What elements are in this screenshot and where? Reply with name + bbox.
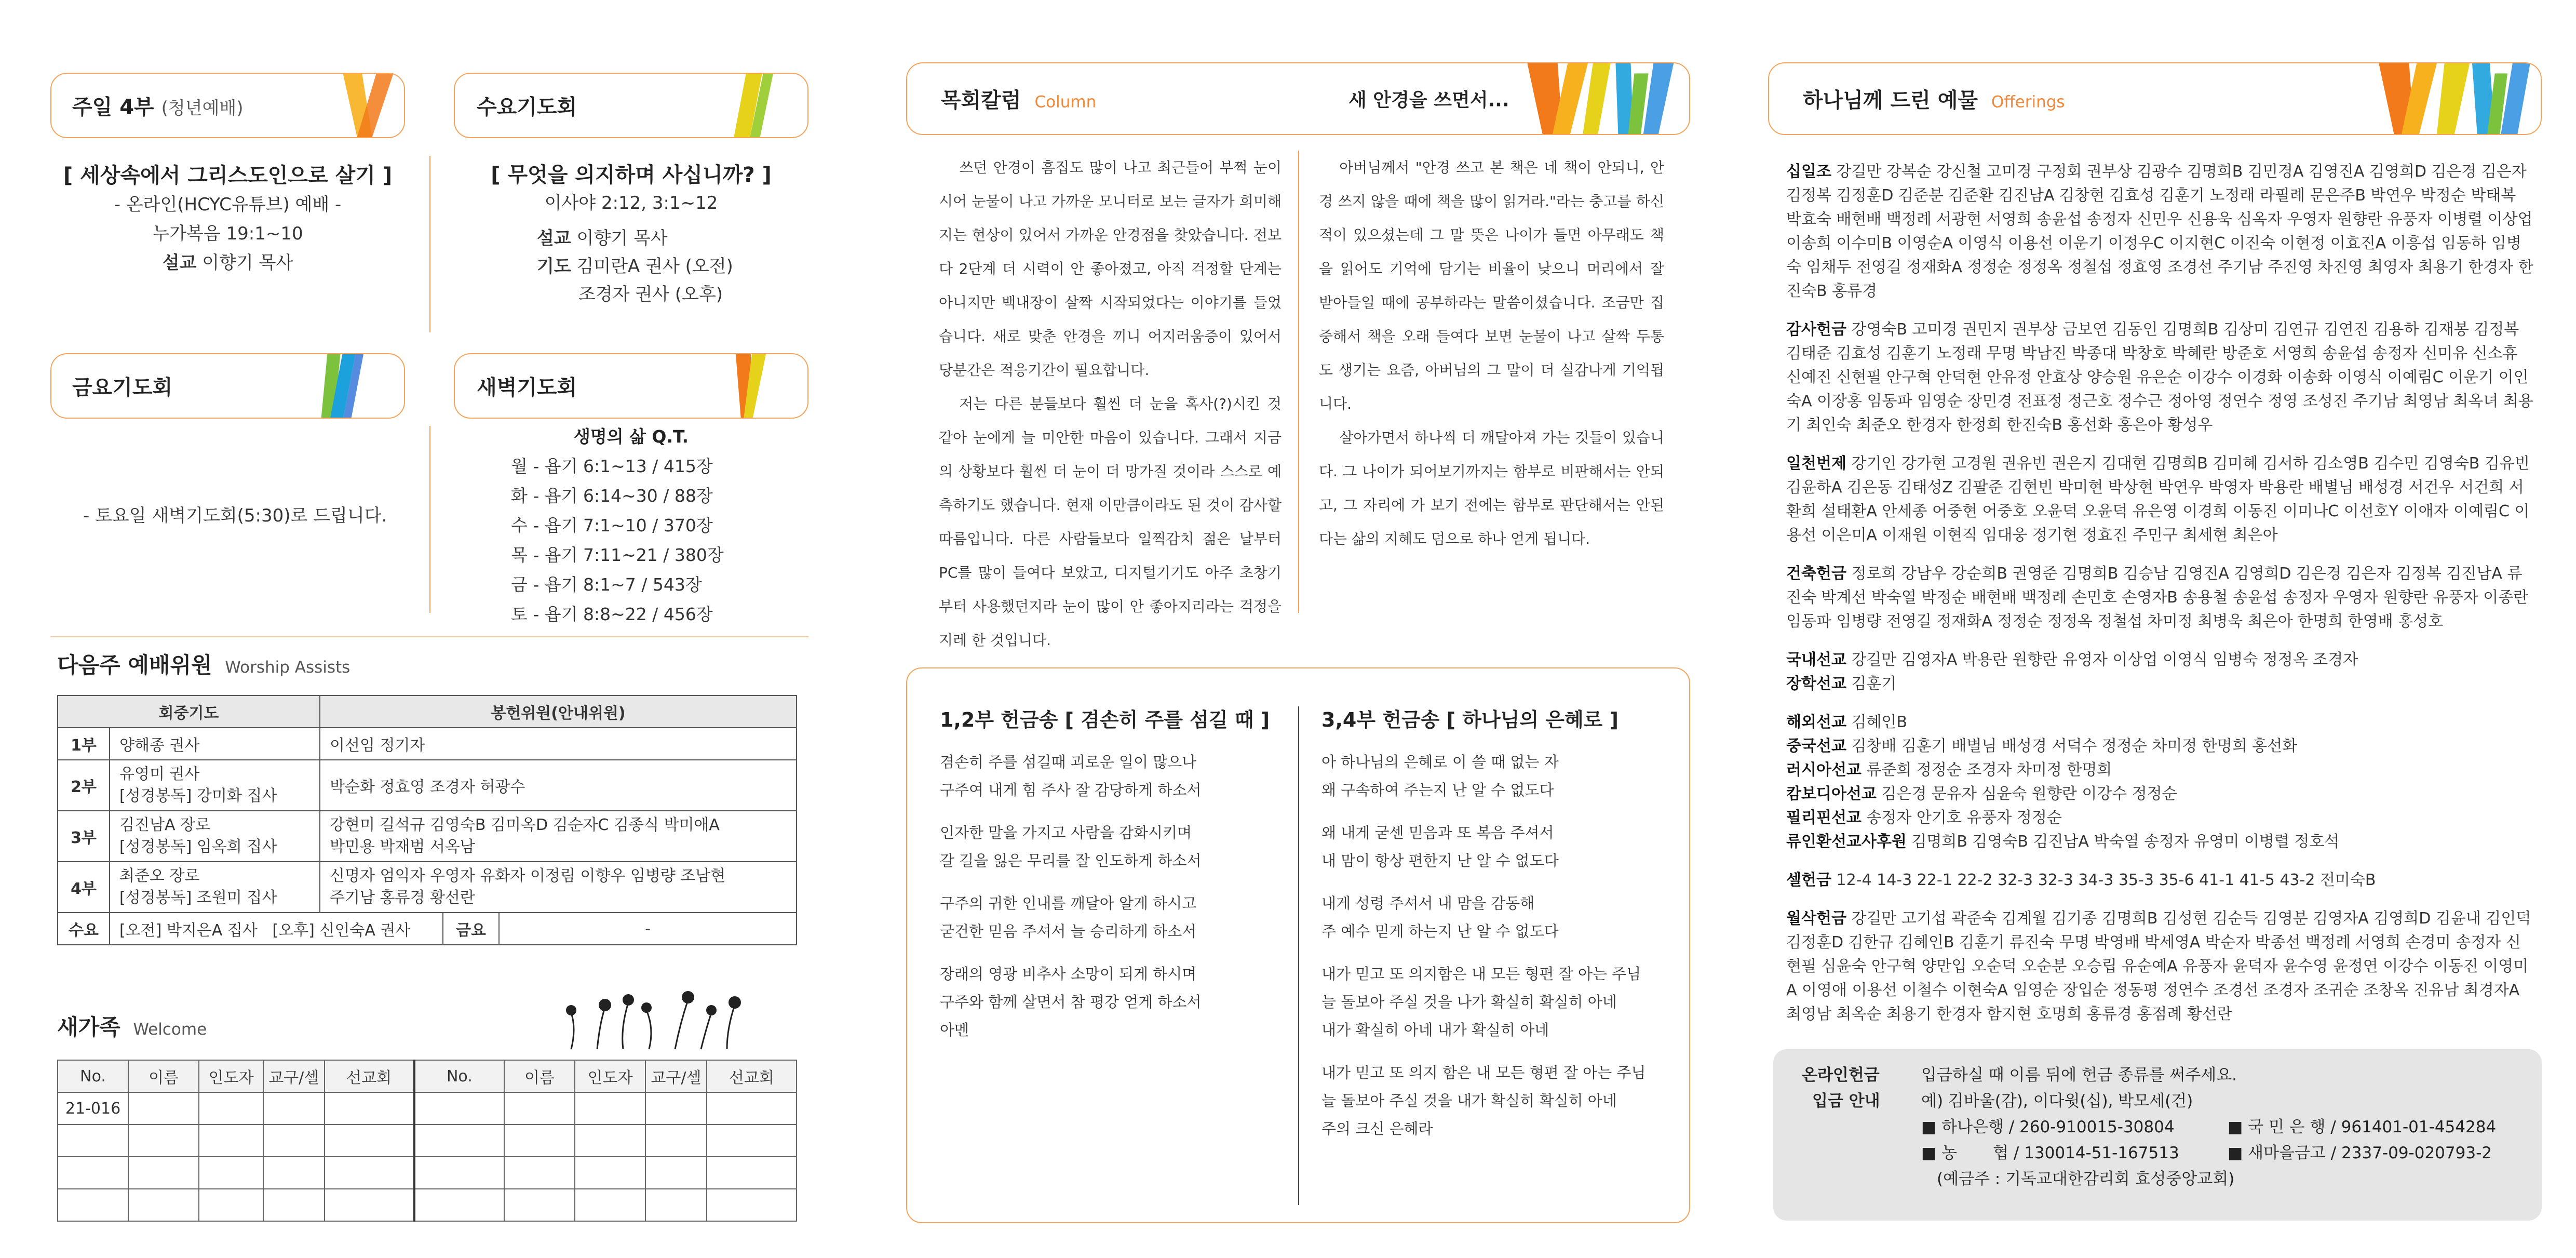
offering-group bbox=[1786, 562, 2534, 634]
offering-names: 강길만 김영자A 박용란 원향란 유영자 이상업 이영식 임병숙 정정옥 조경자 bbox=[1846, 651, 2358, 669]
sunday4-line: 누가복음 19:1~10 bbox=[152, 223, 303, 244]
wednesday-scripture: 이사야 2:12, 3:1~12 bbox=[544, 193, 718, 213]
assists-title-en: Worship Assists bbox=[225, 658, 350, 677]
dawn-day: 화 - 욥기 6:14~30 / 88장 bbox=[511, 486, 713, 506]
service-label: 4부 bbox=[58, 862, 110, 913]
hymn-lyric-line: 장래의 영광 비추사 소망이 되게 하시며 bbox=[940, 965, 1197, 983]
welcome-header: 인도자 bbox=[199, 1060, 263, 1092]
column-header bbox=[906, 62, 1690, 135]
offerings-title-en: Offerings bbox=[1991, 92, 2065, 112]
hymn-lyric-line: 갈 길을 잃은 무리를 잘 인도하게 하소서 bbox=[940, 852, 1202, 869]
sunday4-theme: [ 세상속에서 그리스도인으로 살기 ] bbox=[63, 164, 393, 188]
hymn-lyric-line: 내 맘이 항상 편한지 난 알 수 없도다 bbox=[1321, 852, 1559, 869]
offering-label: 중국선교 bbox=[1786, 737, 1846, 755]
hymn-right-lyrics bbox=[1321, 748, 1675, 1143]
offerings-title: 하나님께 드린 예물 Offerings bbox=[1803, 88, 2065, 113]
sunday4-line: - 온라인(HCYC유튜브) 예배 - bbox=[114, 194, 342, 215]
welcome-header: 교구/셀 bbox=[645, 1060, 707, 1092]
bank-account: ■ 하나은행 / 260-910015-30804 bbox=[1921, 1118, 2175, 1136]
account-holder: (예금주 : 기독교대한감리회 효성중앙교회) bbox=[1937, 1170, 2235, 1188]
assists-header-offering: 봉헌위원(안내위원) bbox=[320, 695, 797, 728]
deposit-label: 입금 안내 bbox=[1812, 1092, 1880, 1110]
hymn-lyric-line: 주의 크신 은혜라 bbox=[1321, 1120, 1433, 1137]
offering-group bbox=[1786, 711, 2534, 734]
column-title: 목회칼럼 Column bbox=[941, 88, 1097, 113]
offering-group bbox=[1786, 648, 2534, 672]
offering-group bbox=[1786, 452, 2534, 547]
hymn-lyric-line: 인자한 말을 가지고 사람을 감화시키며 bbox=[940, 824, 1192, 841]
sunday4-preacher: 설교 이향기 목사 bbox=[162, 252, 293, 273]
sunday4-header bbox=[50, 73, 405, 138]
hymn-lyric-line bbox=[1321, 1044, 1675, 1059]
decorative-stripes-icon bbox=[2366, 63, 2542, 134]
dawn-header bbox=[454, 353, 808, 419]
dawn-day: 수 - 욥기 7:1~10 / 370장 bbox=[511, 515, 713, 536]
assists-title: 다음주 예배위원 Worship Assists bbox=[57, 652, 350, 678]
hymn-lyric-line: 구주의 귀한 인내를 깨달아 알게 하시고 bbox=[940, 894, 1197, 912]
offering-label: 필리핀선교 bbox=[1786, 809, 1862, 827]
offering-label: 류인환선교사후원 bbox=[1786, 833, 1907, 851]
column-title-en: Column bbox=[1034, 92, 1097, 112]
offering-label: 국내선교 bbox=[1786, 651, 1846, 669]
offering-group bbox=[1786, 907, 2534, 1026]
hymn-lyric-line: 내가 믿고 또 의지 함은 내 모든 형편 잘 아는 주님 bbox=[1321, 1064, 1646, 1081]
offering-names: 김혜인B bbox=[1846, 713, 1907, 731]
offering-names: 송정자 안기호 유풍자 정정순 bbox=[1861, 809, 2062, 827]
bank-account: ■ 국 민 은 행 / 961401-01-454284 bbox=[2228, 1118, 2497, 1136]
wednesday-prayer2: 조경자 권사 (오후) bbox=[578, 284, 723, 305]
offering-names: 정로희 강남우 강순희B 권영준 김명희B 김승남 김영진A 김영희D 김은경 김은자 김정복 김진남A 류진숙 박계선 박숙열 박정순 배현배 백정례 손민호 손영자B 송용철 송윤섭 송정자 우영자 원향란 유풍자 이종란 임동파 임병량 전영길 정재화A 정정순 정정옥 정철섭 차미정 최병욱 최은아 한명희 한영배 홍성호 bbox=[1786, 565, 2529, 631]
offering-names: 김창배 김훈기 배별님 배성경 서덕수 정정순 차미정 한명희 홍선화 bbox=[1846, 737, 2298, 755]
dawn-subtitle: 생명의 삶 Q.T. bbox=[573, 426, 689, 447]
welcome-header: 선교회 bbox=[707, 1060, 797, 1092]
hymn-left-title: 1,2부 헌금송 [ 겸손히 주를 섬길 때 ] bbox=[940, 708, 1270, 731]
offering-names: 김명희B 김영숙B 김진남A 박숙열 송정자 유영미 이병렬 정호석 bbox=[1906, 833, 2340, 851]
offering-names: 강길만 강복순 강신철 고미경 구정회 권부상 김광수 김명희B 김민경A 김영진A 김영희D 김은경 김은자 김정복 김정훈D 김준분 김준환 김진남A 김창현 김효성 김훈기 노정래 라필례 문은주B 박연우 박정순 박태복 박효숙 배현배 백정례 서광현 서영희 송윤섭 송정자 신민우 신용욱 심옥자 우영자 원향란 유풍자 이병렬 이상업 이송희 이수미B 이영순A 이영식 이용선 이운기 이정우C 이지현C 이진숙 이현정 이효진A 이흥섭 임동하 임병숙 임채두 전영길 정재화A 정정순 정정옥 정철섭 정효영 조경선 주기남 주진영 차진영 최영자 최용기 한경자 한진숙B 홍류경 bbox=[1786, 163, 2533, 300]
offering-label: 십일조 bbox=[1786, 163, 1831, 181]
wednesday-content bbox=[454, 161, 808, 309]
offering-group bbox=[1786, 868, 2534, 892]
fri-label: 금요 bbox=[442, 913, 500, 944]
hymn-lyric-line: 왜 구속하여 주는지 난 알 수 없도다 bbox=[1321, 781, 1554, 799]
hymn-lyric-line bbox=[1321, 945, 1675, 960]
column-left-text bbox=[939, 151, 1282, 657]
hymn-lyric-line: 내가 확실히 아네 내가 확실히 아네 bbox=[1321, 1021, 1549, 1039]
flowers-icon bbox=[556, 982, 753, 1052]
assists-header-prayer: 회중기도 bbox=[58, 695, 320, 728]
prayer-cell: 최준오 장로 [성경봉독] 조원미 집사 bbox=[110, 862, 320, 913]
bank-account: ■ 새마을금고 / 2337-09-020793-2 bbox=[2228, 1144, 2492, 1162]
offering-names: 김은경 문유자 심윤숙 원향란 이강수 정정순 bbox=[1876, 785, 2177, 803]
dawn-title: 새벽기도회 bbox=[477, 376, 577, 400]
dawn-content bbox=[454, 422, 808, 629]
hymn-lyric-line: 굳건한 믿음 주셔서 늘 승리하게 하소서 bbox=[940, 922, 1197, 940]
hymn-lyric-line: 내게 성령 주셔서 내 맘을 감동해 bbox=[1321, 894, 1535, 912]
offering-label: 건축헌금 bbox=[1786, 565, 1846, 583]
service-label: 수요 bbox=[58, 913, 110, 945]
welcome-title: 새가족 Welcome bbox=[57, 1014, 207, 1040]
fri-value: - bbox=[645, 919, 651, 938]
column-paragraph: 쓰던 안경이 흠집도 많이 나고 최근들어 부쩍 눈이 시어 눈물이 나고 가까운 모니터로 보는 글자가 희미해지는 현상이 있어서 가까운 안경점을 찾았습니다. 전보다 2단계 더 시력이 안 좋아졌고, 아직 걱정할 단계는 아니지만 백내장이 살짝 시작되었다는 이야기를 들었습니다. 새로 맞춘 안경을 끼니 어지러움증이 있어서 당분간은 적응기간이 필요합니다. bbox=[939, 159, 1282, 379]
divider bbox=[1298, 706, 1299, 1205]
hymn-lyric-line: 왜 내게 굳센 믿음과 또 복음 주셔서 bbox=[1321, 824, 1554, 841]
assists-table bbox=[57, 695, 797, 945]
column-headline: 새 안경을 쓰면서... bbox=[1348, 89, 1509, 111]
online-label: 온라인헌금 bbox=[1802, 1066, 1880, 1085]
welcome-header: 인도자 bbox=[575, 1060, 645, 1092]
prayer-cell: 김진남A 장로 [성경봉독] 임옥희 집사 bbox=[110, 811, 320, 862]
welcome-header: No. bbox=[414, 1060, 504, 1092]
offering-names: 류준희 정정순 조경자 차미정 한명희 bbox=[1861, 761, 2112, 779]
offerings-header bbox=[1768, 62, 2542, 135]
hymn-lyric-line: 겸손히 주를 섬길때 괴로운 일이 많으나 bbox=[940, 753, 1197, 771]
welcome-header: 교구/셀 bbox=[263, 1060, 325, 1092]
online-example: 예) 김바울(감), 이다윗(십), 박모세(건) bbox=[1921, 1092, 2193, 1110]
offering-group bbox=[1786, 782, 2534, 806]
prayer-cell: 양해종 권사 bbox=[110, 728, 320, 760]
service-label: 2부 bbox=[58, 760, 110, 811]
friday-note: - 토요일 새벽기도회(5:30)로 드립니다. bbox=[83, 505, 387, 526]
hymn-lyric-line bbox=[940, 875, 1303, 889]
offering-label: 장학선교 bbox=[1786, 675, 1846, 693]
hymn-lyric-line: 구주여 내게 힘 주사 잘 감당하게 하소서 bbox=[940, 781, 1202, 799]
hymn-lyric-line: 주 예수 믿게 하는지 난 알 수 없도다 bbox=[1321, 922, 1559, 940]
wednesday-prayer: 기도 김미란A 권사 (오전) bbox=[537, 256, 733, 277]
offering-cell: 박순화 정효영 조경자 허광수 bbox=[320, 760, 797, 811]
prayer-cell: 유영미 권사 [성경봉독] 강미화 집사 bbox=[110, 760, 320, 811]
wed-value: [오전] 박지은A 집사 [오후] 신인숙A 권사 bbox=[119, 921, 411, 940]
hymn-lyric-line: 아 하나님의 은혜로 이 쓸 때 없는 자 bbox=[1321, 753, 1559, 771]
welcome-header: No. bbox=[58, 1060, 128, 1092]
column-paragraph: 저는 다른 분들보다 훨씬 더 눈을 혹사(?)시킨 것 같아 눈에게 늘 미안한 마음이 있습니다. 그래서 지금의 상황보다 훨씬 더 눈이 더 망가질 것이라 스스로 예측하기도 했습니다. 현재 이만큼이라도 된 것이 감사할 따름입니다. 다른 사람들보다 일찍감치 젊은 날부터 PC를 많이 들여다 보았고, 디지털기기도 아주 초창기부터 사용했던지라 눈이 많이 안 좋아지리라는 걱정을 지레 한 것입니다. bbox=[939, 395, 1282, 649]
wednesday-sermon: 설교 이향기 목사 bbox=[537, 228, 668, 249]
decorative-stripes-icon bbox=[714, 354, 787, 418]
offering-cell: 이선임 정기자 bbox=[320, 728, 797, 760]
friday-title: 금요기도회 bbox=[72, 376, 173, 400]
offering-label: 감사헌금 bbox=[1786, 320, 1846, 339]
welcome-title-en: Welcome bbox=[133, 1020, 207, 1039]
online-note: 입금하실 때 이름 뒤에 헌금 종류를 써주세요. bbox=[1921, 1066, 2237, 1085]
hymn-lyric-line bbox=[940, 945, 1303, 960]
offering-group bbox=[1786, 806, 2534, 830]
offering-names: 12-4 14-3 22-1 22-2 32-3 32-3 34-3 35-3 35-6 41-1 41-5 43-2 전미숙B bbox=[1831, 871, 2376, 889]
welcome-header: 이름 bbox=[504, 1060, 575, 1092]
hymn-right bbox=[1321, 704, 1675, 1143]
friday-header bbox=[50, 353, 405, 419]
hymn-left-lyrics bbox=[940, 748, 1303, 1044]
service-label: 1부 bbox=[58, 728, 110, 760]
offering-names: 강기인 강가현 고경원 권유빈 권은지 김대현 김명희B 김미혜 김서하 김소영B 김수민 김영숙B 김유빈 김윤하A 김은동 김태성Z 김팔준 김현빈 박미현 박상현 박연우 박영자 박용란 배별님 배성경 서건우 서건희 서환희 설태환A 안세종 어중현 어중호 오윤덕 오윤덕 유은영 이경희 이동진 이미나C 이선호Y 이애자 이예림C 이용선 이은미A 이재원 이현직 임대웅 정기현 정효진 주민구 최세현 최은아 bbox=[1786, 454, 2530, 544]
divider bbox=[429, 156, 430, 332]
divider bbox=[50, 636, 808, 637]
divider bbox=[1298, 151, 1299, 613]
offering-group bbox=[1786, 734, 2534, 758]
offering-names: 김훈기 bbox=[1846, 675, 1897, 693]
decorative-stripes-icon bbox=[720, 74, 792, 137]
offering-group bbox=[1786, 160, 2534, 303]
offering-cell: 강현미 길석규 김영숙B 김미옥D 김순자C 김종식 박미애A 박민용 박재범 서옥남 bbox=[320, 811, 797, 862]
offering-group bbox=[1786, 318, 2534, 437]
sunday4-subtitle: (청년예배) bbox=[161, 98, 244, 119]
offering-group bbox=[1786, 672, 2534, 696]
welcome-header: 이름 bbox=[128, 1060, 199, 1092]
column-paragraph: 아버님께서 "안경 쓰고 본 책은 네 책이 안되니, 안경 쓰지 않을 때에 책을 많이 읽거라."라는 충고를 하신 적이 있으셨는데 그 말 뜻은 나이가 들면 아무래도 책을 읽어도 기억에 담기는 비율이 낮으니 머리에서 잘 받아들일 때에 공부하라는 말씀이셨습니다. 조금만 집중해서 책을 오래 들여다 보면 눈물이 나고 살짝 두통도 생기는 요즘, 아버님의 그 말이 더 실감나게 기억됩니다. bbox=[1319, 159, 1664, 412]
decorative-stripes-icon bbox=[1520, 63, 1690, 134]
sunday4-title: 주일 4부 (청년예배) bbox=[72, 95, 244, 119]
welcome-table bbox=[57, 1060, 797, 1222]
offering-label: 해외선교 bbox=[1786, 713, 1846, 731]
hymn-lyric-line bbox=[1321, 804, 1675, 819]
wednesday-header bbox=[454, 73, 808, 138]
dawn-day: 토 - 욥기 8:8~22 / 456장 bbox=[511, 604, 713, 624]
offering-group bbox=[1786, 830, 2534, 854]
welcome-header: 선교회 bbox=[325, 1060, 414, 1092]
wednesday-theme: [ 무엇을 의지하며 사십니까? ] bbox=[491, 163, 772, 187]
hymn-lyric-line: 늘 돌보아 주실 것을 내가 확실히 확실히 아네 bbox=[1321, 1092, 1617, 1109]
column-paragraph: 살아가면서 하나씩 더 깨달아져 가는 것들이 있습니다. 그 나이가 되어보기까지는 함부로 비판해서는 안되고, 그 자리에 가 보기 전에는 함부로 판단해서는 안된다는 삶의 지혜도 덤으로 하나 얻게 됩니다. bbox=[1319, 429, 1664, 547]
offering-names: 강길만 고기섭 곽준숙 김계월 김기종 김명희B 김성현 김순득 김영분 김영자A 김영희D 김윤내 김인덕 김정훈D 김한규 김혜인B 김훈기 류진숙 무명 박영배 박세영A 박순자 박종선 백정례 서영희 손경미 송정자 신현필 심윤숙 안구혁 양만입 오순덕 오순분 오승립 유순예A 유풍자 윤덕자 윤수영 윤정연 이강수 이동진 이영미A 이영애 이용선 이철수 이현숙A 임영순 장입순 정동평 정연수 조경선 조경자 조귀순 조창옥 진유남 최경자A 최영남 최옥순 최용기 한경자 함지현 호명희 홍류경 홍점례 황선란 bbox=[1786, 909, 2531, 1023]
decorative-stripes-icon bbox=[306, 354, 389, 418]
hymn-lyric-line: 늘 돌보아 주실 것을 나가 확실히 확실히 아네 bbox=[1321, 993, 1617, 1011]
dawn-day: 월 - 욥기 6:1~13 / 415장 bbox=[511, 456, 713, 476]
hymn-left bbox=[940, 704, 1303, 1044]
dawn-day: 금 - 욥기 8:1~7 / 543장 bbox=[511, 574, 702, 595]
offering-group bbox=[1786, 758, 2534, 782]
offering-label: 셀헌금 bbox=[1786, 871, 1831, 889]
divider bbox=[429, 426, 430, 613]
offering-label: 월삭헌금 bbox=[1786, 909, 1846, 928]
offering-cell: 신명자 엄익자 우영자 유화자 이정림 이향우 임병량 조남현 주기남 홍류경 황선란 bbox=[320, 862, 797, 913]
hymn-lyric-line: 구주와 함께 살면서 참 평강 얻게 하소서 bbox=[940, 993, 1202, 1011]
wed-fri-row bbox=[110, 913, 797, 945]
hymn-lyric-line bbox=[1321, 875, 1675, 889]
service-label: 3부 bbox=[58, 811, 110, 862]
online-offering-info bbox=[1802, 1062, 2529, 1192]
dawn-day: 목 - 욥기 7:11~21 / 380장 bbox=[511, 545, 724, 565]
hymn-right-title: 3,4부 헌금송 [ 하나님의 은혜로 ] bbox=[1321, 708, 1619, 731]
offering-names: 강영숙B 고미경 권민지 권부상 금보연 김동인 김명희B 김상미 김연규 김연진 김용하 김재봉 김정복 김태준 김효성 김훈기 노정래 무명 박남진 박종대 박창호 박혜란 방준호 서영희 송윤섭 송정자 신미유 신소휴 신예진 신현필 안구혁 안덕현 안유정 안효상 양승원 유은순 이강수 이경화 이송화 이영식 이예림C 이운기 이인숙A 이장홍 임동파 임영순 장민경 전표정 정근호 정수근 정아영 정연수 정영 조성진 주기남 최영남 최옥녀 최용기 최인숙 최준오 한경자 한정희 한진숙B 홍선화 홍은아 황성우 bbox=[1786, 320, 2533, 434]
hymn-lyric-line: 내가 믿고 또 의지함은 내 모든 형편 잘 아는 주님 bbox=[1321, 965, 1641, 983]
column-right-text bbox=[1319, 151, 1664, 556]
offerings-list bbox=[1786, 160, 2534, 1026]
hymn-lyric-line: 아멘 bbox=[940, 1021, 969, 1039]
bank-account: ■ 농 협 / 130014-51-167513 bbox=[1921, 1144, 2179, 1162]
offering-label: 캄보디아선교 bbox=[1786, 785, 1877, 803]
offering-label: 러시아선교 bbox=[1786, 761, 1862, 779]
wednesday-title: 수요기도회 bbox=[477, 95, 577, 119]
decorative-stripes-icon bbox=[332, 74, 404, 137]
sunday4-content bbox=[50, 161, 405, 277]
welcome-cell: 21-016 bbox=[58, 1092, 128, 1125]
offering-label: 일천번제 bbox=[1786, 454, 1846, 473]
hymn-lyric-line bbox=[940, 804, 1303, 819]
